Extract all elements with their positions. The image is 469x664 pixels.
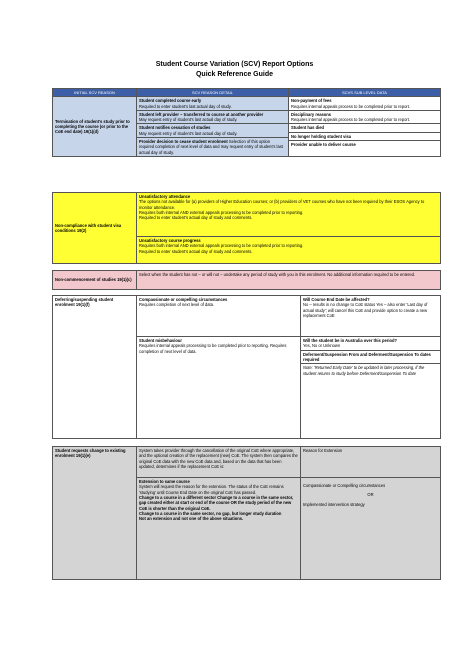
change-detail: Extension to same course System will request the reason for the extension. The status of the CoE remains 'studying' until Course End Date on the original CoE has passed. Change to a course in a different sector Change to a course in the same sector, gap created either at start or end of the course OR the study period of the new CoE is shorter than the original CoE. Change to a course in the same sector, no gap, but longer study duration Not an extension and not one of the above situations. <box>137 478 301 580</box>
table-termination <box>52 88 441 157</box>
sublevel-item: No longer holding student visa <box>289 133 440 141</box>
table-visa <box>52 192 441 264</box>
table-noncommencement <box>52 270 441 290</box>
termination-label: Termination of student's study prior to completing the course (or prior to the CoE end date) 19(1)(d) <box>53 97 137 157</box>
sublevel-item: Non-payment of fees Requires internal appeals process to be completed prior to report. <box>289 97 440 111</box>
header-sublevel: SCVS SUB LEVEL DATA <box>289 89 441 97</box>
attendance-block: Unsatisfactory attendance The options not available for (a) providers of Higher Education courses; or (b) providers of VET courses who have not been required by their ESOS Agency to monitor attendance. Requires both internal AND external appeals processing to be completed prior to reporting. Required to enter student's actual day of study and comments. <box>137 193 440 237</box>
sub-item: Will the student be in Australia over this period? Yes, No or Unknown <box>301 337 440 351</box>
visa-row <box>53 193 441 264</box>
sublevel-item: Disciplinary reasons Requires internal appeals process to be completed prior to report. <box>289 111 440 125</box>
deferring-label: Deferring/suspending student enrolment 19(1)(f) <box>53 296 137 439</box>
termination-details <box>137 97 289 157</box>
sub-item: Note: 'Returned Early Date' to be updated in later processing, if the student returns to study before Deferment/Suspension To date <box>303 365 425 376</box>
noncommencement-label: Non-commencement of studies 19(1)(c) <box>53 271 137 290</box>
change-top-right: Reason for Extension <box>301 447 441 478</box>
deferring-sub: Will Course End Date be affected? No – results in no change to CoE status Yes – also enter 'Last day of actual study'; will cancel this CoE and provide option to create a new replacement CoE <box>301 296 441 337</box>
deferring-reason: Compassionate or compelling circumstances Requires completion of next level of data. <box>137 296 301 337</box>
sublevel-item: Provider unable to deliver course <box>291 142 356 148</box>
table-deferring <box>52 295 441 439</box>
change-top: System takes provider through the cancellation of the original CoE where appropriate, and the optional creation of the replacement (new) CoE. The system then compares the original CoE data with the new CoE data and, based on the data that has been updated, determines if the replacement CoE is: <box>137 447 301 478</box>
noncommencement-text: Select when the student has not – or will not – undertake any period of study with you in this enrolment. No additional information required to be entered. <box>137 271 441 290</box>
deferring-reason: Student misbehaviour Requires internal appeals processing to be completed prior to reporting. Requires completion of next level of data. <box>137 337 301 439</box>
page-title: Student Course Variation (SCV) Report Options <box>155 61 314 68</box>
sub-item: Deferment/Suspension From and Deferment/Suspension To dates required <box>301 351 440 365</box>
visa-label: Non-compliance with student visa conditions 19(2) <box>53 193 137 264</box>
detail-item: Student notifies cessation of studies May request entry of student's last actual day of study. <box>137 124 288 138</box>
deferring-row-1 <box>53 296 441 337</box>
deferring-sub <box>301 337 441 439</box>
termination-sublevel <box>289 97 441 157</box>
detail-item: Student left provider – transferred to course at another provider May request entry of student's last actual day of study. <box>137 111 288 125</box>
change-label: Student requests change to existing enrolment 19(1)(e) <box>53 447 137 580</box>
noncommencement-row <box>53 271 441 290</box>
detail-item: Provider decision to cease student enrolment Selection of this option required completion of next level of data and may request entry of student's last actual day of study. <box>139 139 283 155</box>
change-row-1 <box>53 447 441 478</box>
header-detail: SCV REASON DETAIL <box>137 89 289 97</box>
header-initial: INITIAL SCV REASON <box>53 89 137 97</box>
page-subtitle: Quick Reference Guide <box>195 71 274 78</box>
progress-block: Unsatisfactory course progress Requires both internal AND external appeals processing to be completed prior to reporting. Required to enter student's actual day of study and comments. <box>139 238 304 254</box>
table-change <box>52 446 441 580</box>
header-row <box>53 89 441 97</box>
termination-row <box>53 97 441 157</box>
detail-item: Student completed course early Required to enter student's last actual day of study. <box>137 97 288 111</box>
visa-details <box>137 193 441 264</box>
change-right: Compassionate or Compelling circumstances OR Implemented intervention strategy <box>301 478 441 580</box>
sublevel-item: Student has died <box>289 124 440 132</box>
